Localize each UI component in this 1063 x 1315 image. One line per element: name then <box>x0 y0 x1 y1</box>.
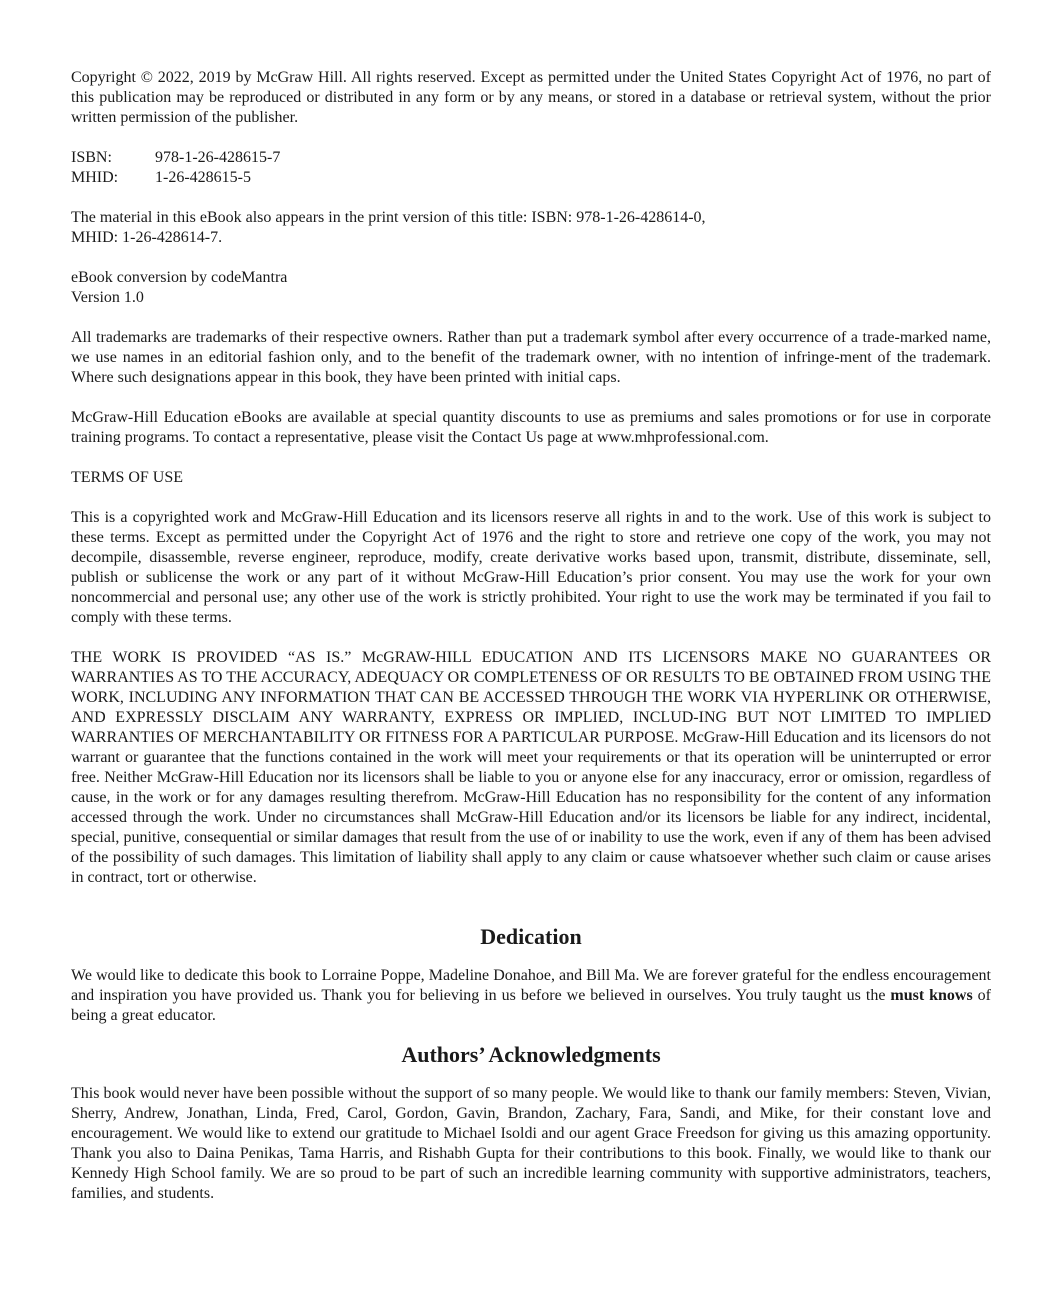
ebooks-notice: McGraw-Hill Education eBooks are available at special quantity discounts to use as premiums and sales promotions or for use in corporate training programs. To contact a representative, please visit the Contact Us page at www.mhprofessional.com. <box>71 409 991 446</box>
isbn-row <box>71 148 991 168</box>
mhid-row <box>71 168 991 188</box>
print-version-line-1: The material in this eBook also appears in the print version of this title: ISBN: 978-1-26-428614-0, <box>71 209 706 226</box>
print-version-notice <box>71 208 991 248</box>
dedication-heading: Dedication <box>480 924 582 949</box>
isbn-block <box>71 148 991 188</box>
mhid-label: MHID: <box>71 169 119 186</box>
version-line: Version 1.0 <box>71 289 144 306</box>
warranty-disclaimer: THE WORK IS PROVIDED “AS IS.” McGRAW-HILL EDUCATION AND ITS LICENSORS MAKE NO GUARANTEES OR WARRANTIES AS TO THE ACCURACY, ADEQUACY OR COMPLETENESS OF OR RESULTS TO BE OBTAINED FROM USING THE WORK, INCLUDING ANY INFORMATION THAT CAN BE ACCESSED THROUGH THE WORK VIA HYPERLINK OR OTHERWISE, AND EXPRESSLY DISCLAIM ANY WARRANTY, EXPRESS OR IMPLIED, INCLUD-ING BUT NOT LIMITED TO IMPLIED WARRANTIES OF MERCHANTABILITY OR FITNESS FOR A PARTICULAR PURPOSE. McGraw-Hill Education and its licensors do not warrant or guarantee that the functions contained in the work will meet your requirements or that its operation will be uninterrupted or error free. Neither McGraw-Hill Education nor its licensors shall be liable to you or anyone else for any inaccuracy, error or omission, regardless of cause, in the work or for any damages resulting therefrom. McGraw-Hill Education has no responsibility for the content of any information accessed through the work. Under no circumstances shall McGraw-Hill Education and/or its licensors be liable for any indirect, incidental, special, punitive, consequential or similar damages that result from the use of or inability to use the work, even if any of them has been advised of the possibility of such damages. This limitation of liability shall apply to any claim or cause whatsoever whether such claim or cause arises in contract, tort or otherwise. <box>71 649 991 886</box>
dedication-emphasis: must knows <box>890 987 973 1004</box>
isbn-label: ISBN: <box>71 149 112 166</box>
copyright-page <box>71 68 991 1204</box>
terms-heading: TERMS OF USE <box>71 469 184 486</box>
print-version-line-2: MHID: 1-26-428614-7. <box>71 229 223 246</box>
conversion-notice <box>71 268 991 308</box>
dedication-text <box>71 966 991 1026</box>
dedication-text-after: of being a great educator. <box>71 987 992 1024</box>
trademarks-notice: All trademarks are trademarks of their respective owners. Rather than put a trademark symbol after every occurrence of a trade-marked name, we use names in an editorial fashion only, and to the benefit of the trademark owner, with no intention of infringe-ment of the trademark. Where such designations appear in this book, they have been printed with initial caps. <box>71 329 991 386</box>
conversion-line: eBook conversion by codeMantra <box>71 269 288 286</box>
dedication-text-before: We would like to dedicate this book to Lorraine Poppe, Madeline Donahoe, and Bill Ma. We are forever grateful for the endless encouragement and inspiration you have provided us. Thank you for believing in us before we believed in ourselves. You truly taught us the <box>71 967 991 1004</box>
acknowledgments-body: This book would never have been possible without the support of so many people. We would like to thank our family members: Steven, Vivian, Sherry, Andrew, Jonathan, Linda, Fred, Carol, Gordon, Gavin, Brandon, Zachary, Fara, Sandi, and Mike, for their constant love and encouragement. We would like to extend our gratitude to Michael Isoldi and our agent Grace Freedson for giving us this amazing opportunity. Thank you also to Daina Penikas, Tama Harris, and Rishabh Gupta for their contributions to this book. Finally, we would like to thank our Kennedy High School family. We are so proud to be part of such an incredible learning community with supportive administrators, teachers, families, and students. <box>71 1085 991 1202</box>
isbn-value: 978-1-26-428615-7 <box>155 149 281 166</box>
acknowledgments-heading: Authors’ Acknowledgments <box>401 1042 661 1067</box>
mhid-value: 1-26-428615-5 <box>155 169 251 186</box>
copyright-notice: Copyright © 2022, 2019 by McGraw Hill. All rights reserved. Except as permitted under the United States Copyright Act of 1976, no part of this publication may be reproduced or distributed in any form or by any means, or stored in a database or retrieval system, without the prior written permission of the publisher. <box>71 69 991 126</box>
terms-body: This is a copyrighted work and McGraw-Hill Education and its licensors reserve all rights in and to the work. Use of this work is subject to these terms. Except as permitted under the Copyright Act of 1976 and the right to store and retrieve one copy of the work, you may not decompile, disassemble, reverse engineer, reproduce, modify, create derivative works based upon, transmit, distribute, disseminate, sell, publish or sublicense the work or any part of it without McGraw-Hill Education’s prior consent. You may use the work for your own noncommercial and personal use; any other use of the work is strictly prohibited. Your right to use the work may be terminated if you fail to comply with these terms. <box>71 509 991 626</box>
